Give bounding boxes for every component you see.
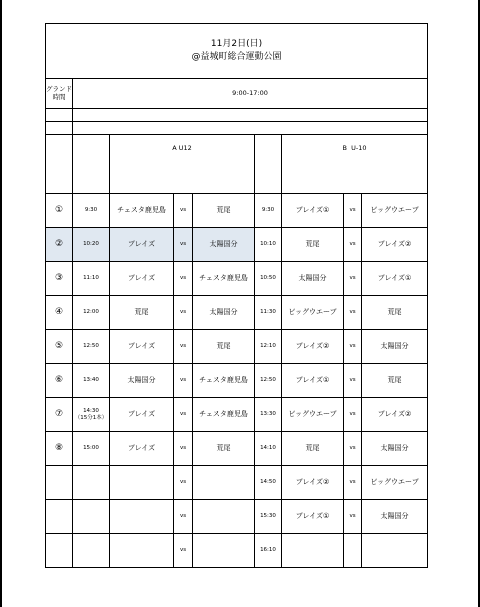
document-page [2,0,478,607]
a-away-team: 荒尾 [193,432,255,466]
blank-cell [73,122,428,135]
b-home-team: 太陽国分 [282,262,344,296]
a-vs-label: vs [174,194,193,228]
blank-cell [46,122,73,135]
match-number: ① [46,194,73,228]
a-start-time: 12:50 [73,330,110,364]
b-vs-label: vs [344,432,362,466]
a-home-team [110,500,174,534]
a-away-team [193,466,255,500]
a-away-team: チェスタ鹿児島 [193,262,255,296]
ground-time: 9:00-17:00 [73,79,428,109]
blank-row [46,122,428,135]
match-row [46,330,428,364]
a-home-team: チェスタ鹿児島 [110,194,174,228]
a-vs-label: vs [174,500,193,534]
match-number [46,500,73,534]
b-vs-label: vs [344,194,362,228]
match-number [46,466,73,500]
match-number: ④ [46,296,73,330]
match-row [46,228,428,262]
b-vs-label: vs [344,398,362,432]
a-start-time: 15:00 [73,432,110,466]
a-home-team: 荒尾 [110,296,174,330]
b-start-time: 10:50 [255,262,282,296]
match-row [46,466,428,500]
a-vs-label: vs [174,364,193,398]
a-home-team: ブレイズ [110,262,174,296]
a-vs-label: vs [174,398,193,432]
b-home-team: ブレイズ① [282,194,344,228]
a-start-time [73,534,110,568]
b-home-team: ブレイズ① [282,364,344,398]
match-number: ② [46,228,73,262]
title-row [46,24,428,79]
b-home-team: ブレイズ② [282,466,344,500]
match-number: ⑥ [46,364,73,398]
match-number [46,534,73,568]
b-vs-label: vs [344,262,362,296]
a-away-team: チェスタ鹿児島 [193,398,255,432]
b-away-team: 荒尾 [362,296,428,330]
blank-cell [255,135,282,194]
a-away-team: 太陽国分 [193,296,255,330]
b-home-team: ブレイズ② [282,330,344,364]
match-row [46,262,428,296]
a-vs-label: vs [174,330,193,364]
a-start-time: 12:00 [73,296,110,330]
b-vs-label: vs [344,228,362,262]
a-start-time: 9:30 [73,194,110,228]
b-start-time: 14:10 [255,432,282,466]
b-start-time: 14:50 [255,466,282,500]
b-start-time: 12:10 [255,330,282,364]
a-away-team [193,534,255,568]
b-start-time: 13:30 [255,398,282,432]
a-home-team: ブレイズ [110,330,174,364]
event-date: 11月2日(日) [210,39,263,49]
b-vs-label [344,534,362,568]
b-home-team: ブレイズ① [282,500,344,534]
match-row [46,194,428,228]
a-vs-label: vs [174,262,193,296]
match-number: ③ [46,262,73,296]
a-home-team: ブレイズ [110,432,174,466]
a-home-team: ブレイズ [110,398,174,432]
b-home-team: 荒尾 [282,228,344,262]
a-vs-label: vs [174,432,193,466]
b-away-team: ブレイズ① [362,262,428,296]
match-number: ⑦ [46,398,73,432]
match-row [46,296,428,330]
b-away-team: 太陽国分 [362,330,428,364]
blank-cell [46,135,73,194]
match-number: ⑧ [46,432,73,466]
event-venue: @益城町総合運動公園 [191,52,282,62]
a-vs-label: vs [174,534,193,568]
a-home-team: ブレイズ [110,228,174,262]
b-home-team: 荒尾 [282,432,344,466]
b-vs-label: vs [344,500,362,534]
ground-label-cell [46,79,73,109]
a-away-team: チェスタ鹿児島 [193,364,255,398]
match-row [46,534,428,568]
a-start-time: 14:30 （15分1本） [73,398,110,432]
a-vs-label: vs [174,228,193,262]
a-start-time: 13:40 [73,364,110,398]
a-home-team [110,534,174,568]
b-away-team [362,534,428,568]
b-start-time: 10:10 [255,228,282,262]
a-home-team [110,466,174,500]
group-b-header: B U-10 [282,135,428,194]
match-row [46,432,428,466]
match-row [46,500,428,534]
a-vs-label: vs [174,296,193,330]
blank-cell [46,109,73,122]
b-vs-label: vs [344,296,362,330]
match-row [46,364,428,398]
b-start-time: 11:30 [255,296,282,330]
b-start-time: 12:50 [255,364,282,398]
b-away-team: 荒尾 [362,364,428,398]
a-away-team: 荒尾 [193,330,255,364]
b-vs-label: vs [344,466,362,500]
group-a-header: A U12 [110,135,255,194]
ground-label: グランド [46,85,72,94]
b-home-team [282,534,344,568]
b-away-team: ブレイズ② [362,398,428,432]
a-vs-label: vs [174,466,193,500]
b-home-team: ビッグウエーブ [282,398,344,432]
group-header-row [46,135,428,194]
blank-row [46,109,428,122]
a-start-time: 11:10 [73,262,110,296]
schedule-table [45,23,428,568]
ground-row [46,79,428,109]
b-away-team: ビッグウエーブ [362,194,428,228]
a-away-team [193,500,255,534]
b-away-team: ビッグウエーブ [362,466,428,500]
b-away-team: 太陽国分 [362,500,428,534]
b-vs-label: vs [344,330,362,364]
a-home-team: 太陽国分 [110,364,174,398]
match-number: ⑤ [46,330,73,364]
b-away-team: ブレイズ② [362,228,428,262]
a-away-team: 太陽国分 [193,228,255,262]
match-row [46,398,428,432]
a-start-time [73,466,110,500]
b-vs-label: vs [344,364,362,398]
a-start-time: 10:20 [73,228,110,262]
a-start-time [73,500,110,534]
title-cell [46,24,428,79]
a-away-team: 荒尾 [193,194,255,228]
blank-cell [73,109,428,122]
b-start-time: 16:10 [255,534,282,568]
time-label: 時間 [52,92,66,101]
b-start-time: 15:30 [255,500,282,534]
b-away-team: 太陽国分 [362,432,428,466]
blank-cell [73,135,110,194]
b-start-time: 9:30 [255,194,282,228]
b-home-team: ビッグウエーブ [282,296,344,330]
